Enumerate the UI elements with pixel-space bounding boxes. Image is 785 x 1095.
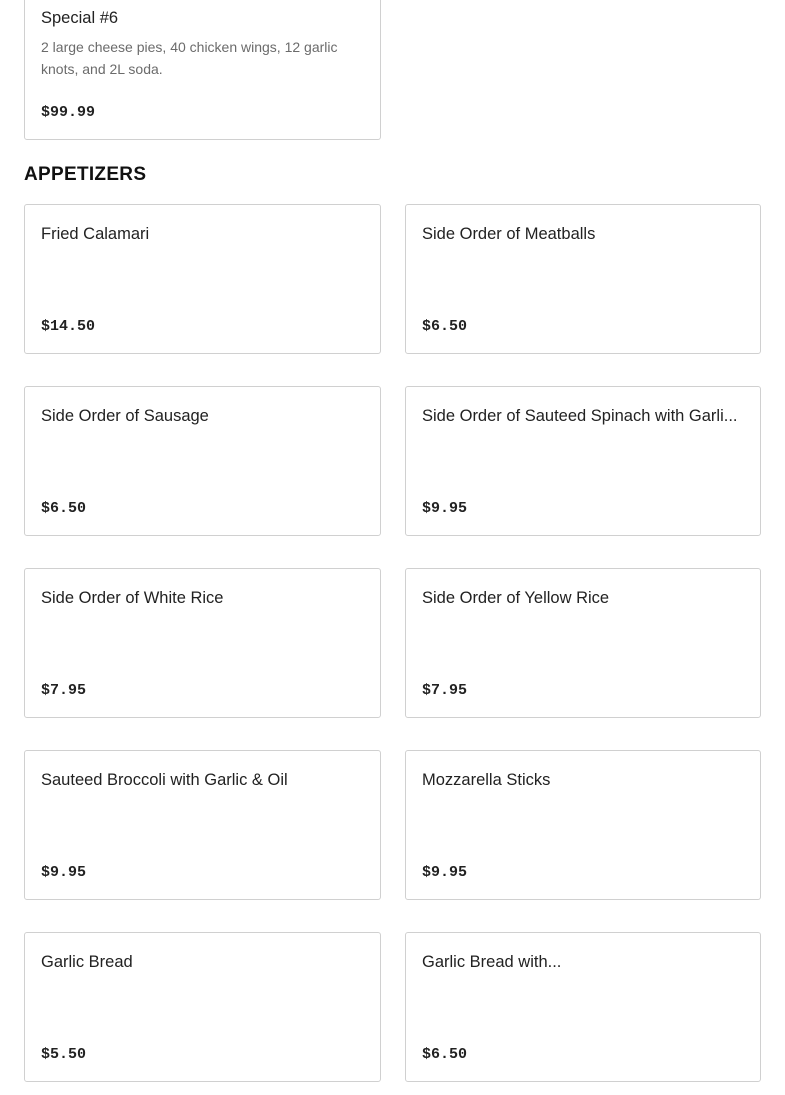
menu-item-price: $6.50 bbox=[41, 500, 87, 517]
section-heading-appetizers: APPETIZERS bbox=[24, 164, 147, 185]
menu-item-title: Side Order of Sausage bbox=[41, 407, 209, 425]
menu-item-card[interactable] bbox=[24, 750, 381, 900]
menu-item-title: Garlic Bread with... bbox=[422, 953, 562, 971]
menu-item-title: Special #6 bbox=[41, 9, 119, 27]
menu-item-price: $99.99 bbox=[41, 104, 96, 121]
menu-item-title: Side Order of Meatballs bbox=[422, 225, 596, 243]
menu-item-card[interactable] bbox=[405, 204, 761, 354]
menu-item-card[interactable] bbox=[24, 568, 381, 718]
menu-item-price: $9.95 bbox=[41, 864, 87, 881]
menu-item-price: $9.95 bbox=[422, 500, 468, 517]
menu-item-title: Side Order of White Rice bbox=[41, 589, 224, 607]
menu-item-title: Mozzarella Sticks bbox=[422, 771, 551, 789]
menu-item-price: $6.50 bbox=[422, 1046, 468, 1063]
menu-item-card[interactable] bbox=[24, 932, 381, 1082]
menu-item-title: Sauteed Broccoli with Garlic & Oil bbox=[41, 771, 288, 789]
menu-item-title: Garlic Bread bbox=[41, 953, 133, 971]
menu-item-card[interactable] bbox=[405, 932, 761, 1082]
menu-item-price: $7.95 bbox=[41, 682, 87, 699]
menu-item-title: Fried Calamari bbox=[41, 225, 150, 243]
menu-item-card[interactable] bbox=[24, 204, 381, 354]
menu-item-price: $7.95 bbox=[422, 682, 468, 699]
menu-item-price: $14.50 bbox=[41, 318, 96, 335]
menu-item-description: 2 large cheese pies, 40 chicken wings, 12 garlic knots, and 2L soda. bbox=[41, 39, 338, 77]
menu-item-price: $9.95 bbox=[422, 864, 468, 881]
menu-item-card[interactable] bbox=[405, 568, 761, 718]
menu-item-card[interactable] bbox=[405, 750, 761, 900]
menu-item-title: Side Order of Sauteed Spinach with Garli... bbox=[422, 407, 738, 425]
menu-item-price: $6.50 bbox=[422, 318, 468, 335]
menu-item-title: Side Order of Yellow Rice bbox=[422, 589, 610, 607]
menu-item-price: $5.50 bbox=[41, 1046, 87, 1063]
menu-item-card[interactable] bbox=[24, 386, 381, 536]
menu-item-card[interactable] bbox=[405, 386, 761, 536]
menu-item-card-special-6[interactable] bbox=[24, 0, 381, 140]
